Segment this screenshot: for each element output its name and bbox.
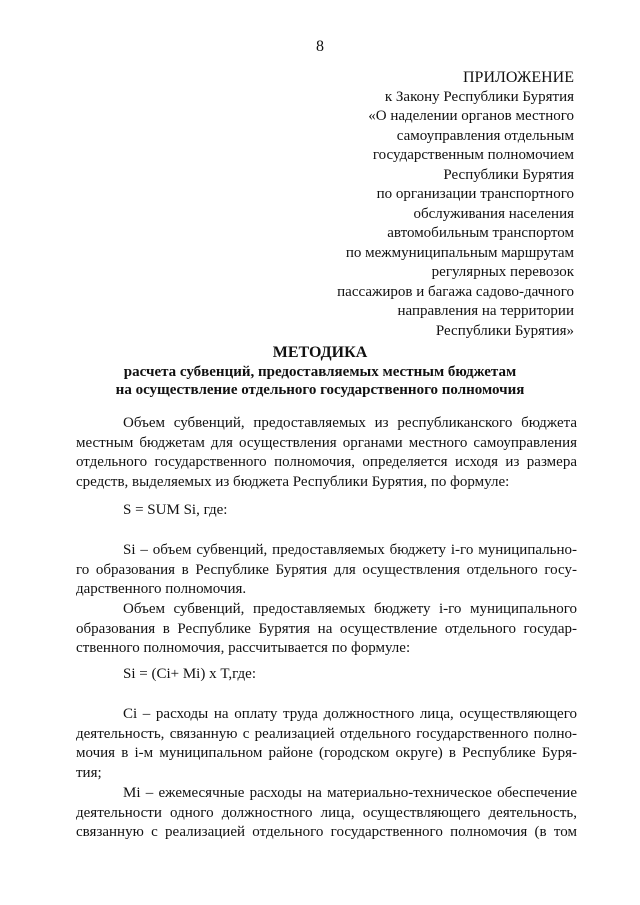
appendix-line: направления на территории [397, 303, 574, 319]
text-line: Ci – расходы на оплату труда должностного лица, осуществляющего [123, 706, 577, 722]
page-number: 8 [316, 38, 324, 55]
formula-si: Si = (Ci+ Mi) х T,где: [123, 666, 257, 682]
appendix-line: по межмуниципальным маршрутам [345, 244, 574, 261]
text-line: Si – объем субвенций, предоставляемых бюджету i-го муниципально- [123, 542, 577, 558]
appendix-line: регулярных перевозок [431, 264, 574, 280]
text-line: образования в Республике Бурятия на осуществление отдельного государ- [76, 620, 577, 637]
appendix-line: государственным полномочием [372, 147, 574, 163]
appendix-line: к Закону Республики Бурятия [384, 88, 574, 105]
appendix-line: Республики Бурятия» [435, 322, 574, 339]
paragraph-3 [76, 600, 577, 659]
text-line: мочия в i-м муниципальном районе (городском округе) в Республике Буря- [76, 745, 577, 761]
appendix-line: Республики Бурятия [443, 166, 574, 183]
paragraph-1 [76, 414, 577, 492]
text-line: ственного полномочия, рассчитывается по формуле: [76, 640, 411, 656]
text-line: тия; [76, 764, 102, 781]
title-main: МЕТОДИКА [272, 344, 368, 361]
appendix-line: по организации транспортного [376, 186, 574, 202]
title-subline: на осуществление отдельного государственного полномочия [115, 382, 525, 398]
text-line: Объем субвенций, предоставляемых бюджету i-го муниципального [123, 601, 577, 617]
text-line: дарственного полномочия. [76, 581, 247, 597]
text-line: деятельность, связанную с реализацией отдельного государственного полно- [76, 725, 577, 742]
text-line: Mi – ежемесячные расходы на материально-техническое обеспечение [123, 785, 577, 801]
text-line: отдельного государственного полномочия, определяется исходя из размера [76, 454, 577, 470]
text-line: связанную с реализацией отдельного государственного полномочия (в том [76, 824, 577, 840]
appendix-header [244, 68, 574, 341]
paragraph-2 [76, 541, 577, 600]
paragraph-4 [76, 705, 577, 783]
appendix-line: автомобильным транспортом [387, 225, 574, 241]
appendix-line: самоуправления отдельным [396, 127, 574, 144]
appendix-line: пассажиров и багажа садово-дачного [337, 283, 574, 300]
text-line: го образования в Республике Бурятия для осуществления отдельного госу- [76, 561, 577, 578]
appendix-line: «О наделении органов местного [368, 108, 574, 124]
text-line: деятельности одного должностного лица, осуществляющего деятельность, [76, 804, 577, 821]
title-subline: расчета субвенций, предоставляемых местным бюджетам [123, 363, 517, 380]
text-line: средств, выделяемых из бюджета Республики Бурятия, по формуле: [76, 473, 510, 490]
appendix-title: ПРИЛОЖЕНИЕ [462, 69, 574, 86]
formula-sum: S = SUM Si, где: [123, 502, 228, 518]
document-title [60, 344, 580, 400]
paragraph-5 [76, 784, 577, 843]
text-line: Объем субвенций, предоставляемых из республиканского бюджета [123, 415, 577, 431]
text-line: местным бюджетам для осуществления органами местного самоуправления [76, 434, 577, 451]
appendix-line: обслуживания населения [413, 205, 574, 222]
